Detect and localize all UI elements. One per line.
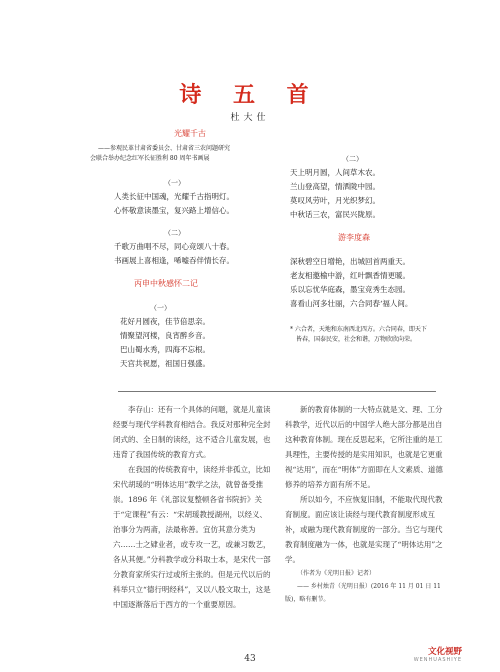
stanza-number: （一） [150, 304, 171, 313]
poem-title-guangyao: 光耀千古 [174, 129, 206, 138]
stanza-number: （二） [164, 229, 185, 238]
article-paragraph: 李存山：还有一个具体的问题，就是儿童读经要与现代学科教育相结合。我反对那种完全封闭式的、全日制的读经，这不适合儿童发展，也违背了我国传统的教育方式。 [113, 405, 271, 459]
poem-line: 深秋碧空日增艳，出城回首两重天。 [290, 257, 410, 266]
author-credit: （作者为《光明日报》记者） [297, 570, 376, 577]
poem-line: 人类长征中国魂，光耀千古指明灯。 [114, 192, 234, 202]
poem-title-youlidu: 游李度森 [338, 233, 370, 242]
section-divider [118, 391, 436, 392]
poem-line: 兰山登高望，情洒陇中园。 [290, 182, 380, 191]
author-name: 杜大仕 [230, 113, 270, 123]
poem-line: 莫叹风劳叶，月光织梦幻。 [290, 196, 380, 205]
footnote: 皆春，国泰民安，社会和谐，万物欣欣向荣。 [296, 336, 417, 344]
poem-line: 花好月圆夜，佳节倍思亲。 [120, 317, 210, 327]
brand-subtitle: WENHUASHIYE [413, 657, 462, 663]
poem-column-right [290, 152, 450, 345]
footnote: * 六合者，天地和东南西北四方。六合同春，即天下 [290, 326, 427, 333]
section-brand [402, 645, 462, 663]
article-paragraph: 在我国的传统教育中，读经并非孤立，比如宋代胡瑗的“明体达用”教学之法，就曾备受推崇。1896 年《礼部议复整顿各省书院折》关于“定课程”有云：“宋胡瑗教授湖州，以经义、治事分为两斋，法最称善。宜仿其意分类为六……士之肄业者，或专攻一艺，或兼习数艺，各从其便。”分科教学或分科取士本，是宋代一部分教育家所实行过或所主张的。但是元代以后的科举只立“德行明经科”，又以八股文取士，这是中国逐渐落后于西方的一个重要原因。 [113, 465, 271, 609]
brand-title: 文化视野 [427, 647, 462, 657]
poem-line: 天宫共祝愿，祖国日强盛。 [120, 359, 210, 369]
poem-line: 中秋话三农，富民兴陇原。 [290, 210, 380, 219]
stanza-number: （二） [342, 155, 363, 163]
page-title: 诗 五 首 [179, 82, 321, 108]
stanza-number: （一） [164, 179, 185, 188]
poem-title-zhongqiu: 丙申中秋感怀二记 [134, 279, 198, 289]
page-number: 43 [244, 654, 256, 664]
poem-column-left [90, 128, 290, 371]
poem-subtitle-line1: ——参观民革甘肃省委员会、甘肃省三农问题研究 [98, 145, 231, 152]
poem-line: 书画展上喜相逢，唏嘘吞伴情长存。 [114, 256, 234, 266]
poem-line: 心怀敬意读墨宝，复兴路上增信心。 [114, 206, 234, 216]
article-paragraph: 新的教育体制的一大特点就是文、理、工分科教学，近代以后的中国学人绝大部分都是出自这种教育体制。现在反思起来，它所注重的是工具理性，主要传授的是实用知识，也就是它更重视“达用”，而在“明体”方面即在人文素质、道德修养的培养方面有所不足。 [285, 405, 443, 489]
poem-line: 老友相邀榆中游，红叶飘香情更暖。 [290, 271, 410, 280]
article-column-right [285, 402, 443, 606]
article-paragraph: 所以如今，不应恢复旧制，不能取代现代教育制度。面应该让读经与现代教育制度形成互补，或融为现代教育制度的一部分。当它与现代教育制度融为一体，也就是实现了“明体达用”之学。 [285, 495, 443, 564]
source-credit: —— 乡村烛青（光明日报）(2016 年 11 月 01 日 11 版)，略有删节。 [285, 583, 441, 603]
poem-line: 天上明月圆，人间草木农。 [290, 168, 380, 177]
poem-line: 千歌万曲唱不尽，同心竞颂八十春。 [114, 242, 234, 252]
poem-line: 喜看山河多壮丽，六合同春‘福人间。 [290, 299, 413, 308]
poem-subtitle-line2: 会联合举办纪念红军长征胜利 80 周年书画展 [90, 155, 210, 163]
poem-line: 乐以忘忧华庭森，墨宝竞秀生态园。 [290, 285, 410, 294]
poem-line: 情聚望河楼，良宵醉乡音。 [120, 331, 210, 341]
article-column-left [113, 402, 271, 612]
poem-line: 巴山蜀水秀，四海不忘根。 [120, 345, 210, 355]
